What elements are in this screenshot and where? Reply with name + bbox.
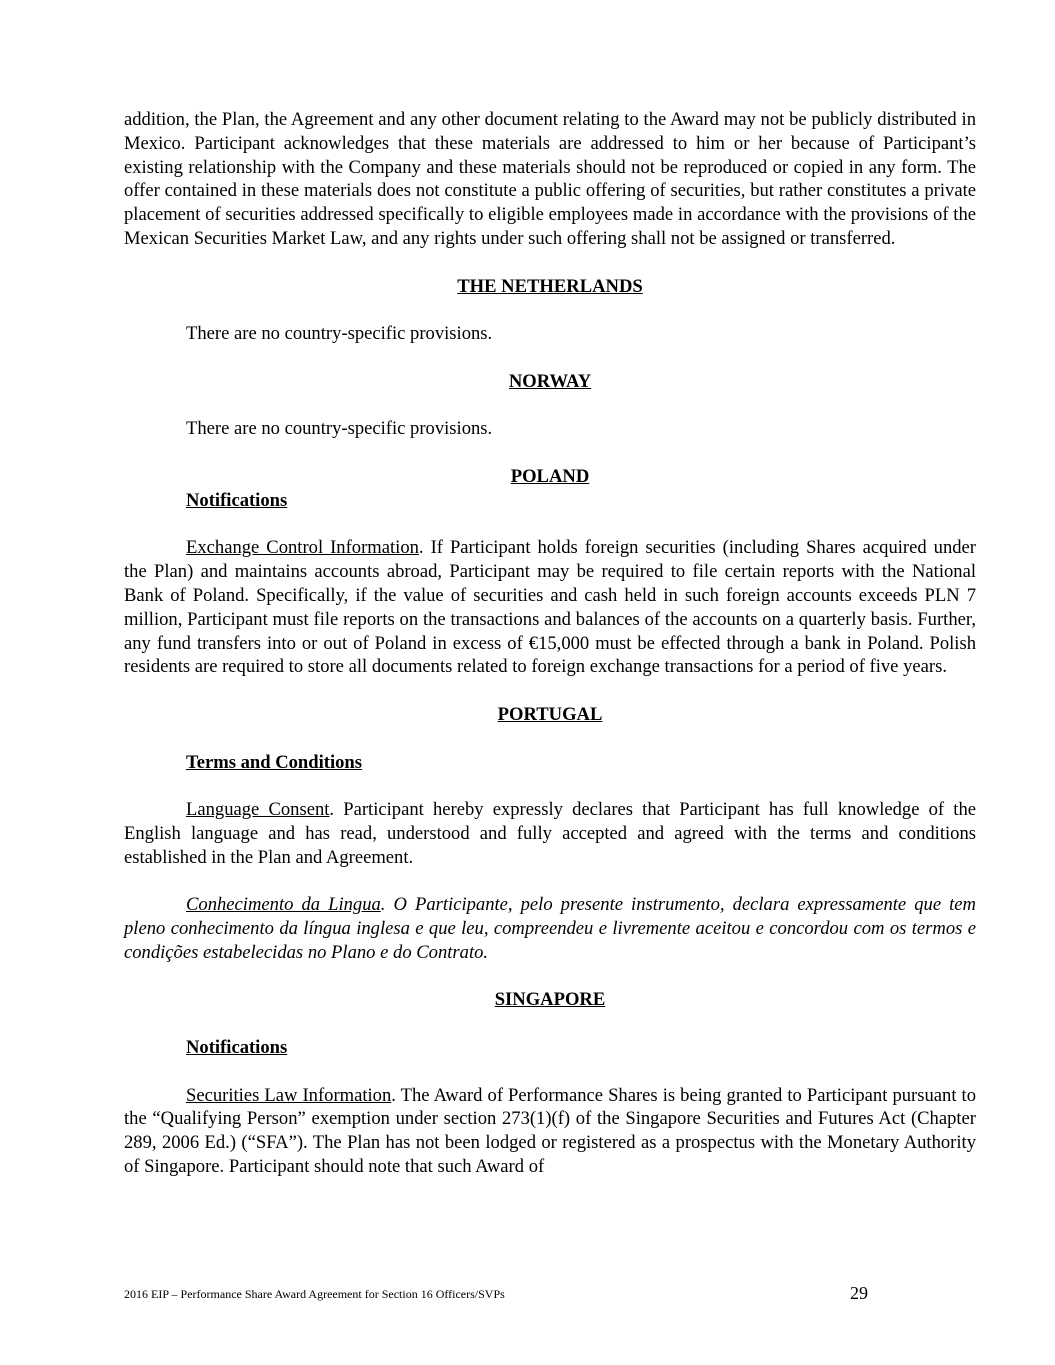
portugal-subheading-line	[124, 751, 976, 775]
poland-heading-line	[124, 465, 976, 489]
poland-exchange-control-paragraph	[124, 536, 976, 679]
poland-para-title: Exchange Control Information	[186, 537, 419, 559]
mexico-continuation-paragraph: addition, the Plan, the Agreement and any other document relating to the Award may not be publicly distributed in Mexico. Participant acknowledges that these materials are addressed to him or her because of Participant’s existing relationship with the Company and these materials should not be reproduced or copied in any form. The offer contained in these materials does not constitute a public offering of securities, but rather constitutes a private placement of securities addressed specifically to eligible employees made in accordance with the provisions of the Mexican Securities Market Law, and any rights under such offering shall not be assigned or transferred.	[124, 109, 976, 249]
portugal-language-consent-paragraph	[124, 798, 976, 869]
poland-para-text: . If Participant holds foreign securities (including Shares acquired under the Plan) and maintains accounts abroad, Participant may be required to file certain reports with the National Bank of Poland. Specifically, if the value of securities and cash held in such foreign accounts exceeds PLN 7 million, Participant must file reports on the transactions and balances of the accounts on a quarterly basis. Further, any fund transfers into or out of Poland in excess of €15,000 must be effected through a bank in Poland. Polish residents are required to store all documents related to foreign exchange transactions for a period of five years.	[124, 537, 976, 678]
netherlands-text: There are no country-specific provisions.	[186, 323, 493, 345]
footer-document-title: 2016 EIP – Performance Share Award Agreement for Section 16 Officers/SVPs	[124, 1287, 505, 1301]
portugal-subheading: Terms and Conditions	[186, 751, 363, 773]
norway-heading-line	[124, 370, 976, 394]
document-body	[124, 108, 976, 1179]
poland-subheading: Notifications	[186, 489, 288, 511]
poland-heading: POLAND	[510, 465, 590, 487]
poland-subheading-line	[124, 489, 976, 513]
portugal-heading: PORTUGAL	[497, 703, 603, 725]
footer-page-number: 29	[850, 1283, 868, 1303]
singapore-para-text: . The Award of Performance Shares is being granted to Participant pursuant to the “Qualifying Person” exemption under section 273(1)(f) of the Singapore Securities and Futures Act (Chapter 289, 2006 Ed.) (“SFA”). The Plan has not been lodged or registered as a prospectus with the Monetary Authority of Singapore. Participant should note that such Award of	[124, 1084, 976, 1178]
singapore-heading-line	[124, 988, 976, 1012]
portugal-heading-line	[124, 703, 976, 727]
netherlands-heading-line	[124, 275, 976, 299]
portugal-para2-title: Conhecimento da Lingua	[186, 894, 381, 916]
portugal-para2-text: . O Participante, pelo presente instrumento, declara expressamente que tem pleno conhecimento da língua inglesa e que leu, compreendeu e livremente aceitou e concordou com os termos e condições estabelecidas no Plano e do Contrato.	[124, 894, 976, 963]
portugal-para1-text: . Participant hereby expressly declares that Participant has full knowledge of the English language and has read, understood and fully accepted and agreed with the terms and conditions established in the Plan and Agreement.	[124, 799, 976, 868]
singapore-securities-law-paragraph	[124, 1084, 976, 1179]
singapore-para-title: Securities Law Information	[186, 1084, 392, 1106]
singapore-subheading: Notifications	[186, 1037, 288, 1059]
singapore-subheading-line	[124, 1036, 976, 1060]
portugal-conhecimento-paragraph	[124, 893, 976, 964]
norway-heading: NORWAY	[508, 370, 592, 392]
netherlands-heading: THE NETHERLANDS	[457, 275, 643, 297]
portugal-para1-title: Language Consent	[186, 799, 330, 821]
norway-text: There are no country-specific provisions.	[186, 418, 493, 440]
singapore-heading: SINGAPORE	[494, 989, 606, 1011]
